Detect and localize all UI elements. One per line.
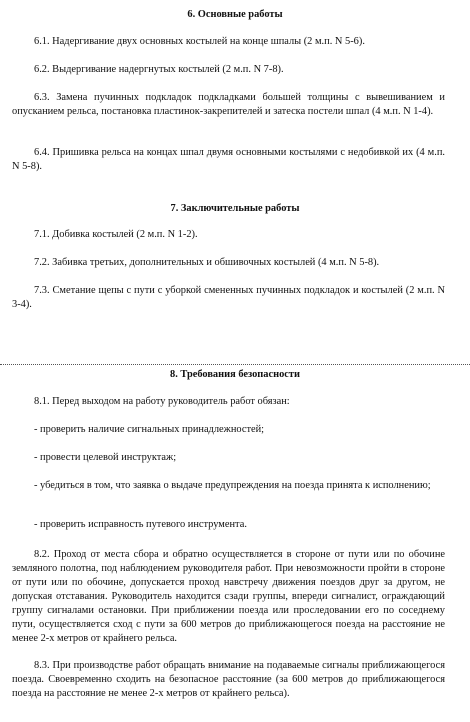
paragraph-8-2: 8.2. Проход от места сбора и обратно осуществляется в стороне от пути или по обочине земляного полотна, под наблюдением руководителя работ. При невозможности пройти в стороне от пути или по обочине, допускается проход навстречу движения поездов друг за другом, не допуская отставания. Руководитель находится сзади группы, впереди сигналист, ограждающий группу сигналами остановки. При приближении поезда или проследовании его по соседнему пути, осуществляется сход с пути за 600 метров до приближающегося поезда на расстояние не менее 2-х метров от крайнего рельса. [12,549,445,644]
paragraph-8-1: 8.1. Перед выходом на работу руководитель работ обязан: [34,396,290,407]
bullet-check-tools: - проверить исправность путевого инструмента. [34,519,247,530]
bullet-check-signals: - проверить наличие сигнальных принадлежностей; [34,424,265,435]
page-divider [0,364,470,365]
paragraph-7-2: 7.2. Забивка третьих, дополнительных и обшивочных костылей (4 м.п. N 5-8). [34,257,380,268]
paragraph-8-3: 8.3. При производстве работ обращать внимание на подаваемые сигналы приближающегося поезда. Своевременно сходить на безопасное расстояние (за 600 метров до приближающегося поезда на расстояние не менее 2-х метров от крайнего рельса). [12,660,445,699]
paragraph-7-3: 7.3. Сметание щепы с пути с уборкой смененных пучинных подкладок и костылей (2 м.п. N 3-4). [12,285,445,310]
paragraph-7-1: 7.1. Добивка костылей (2 м.п. N 1-2). [34,229,198,240]
section-7-title: 7. Заключительные работы [170,203,300,214]
bullet-warning-request: - убедиться в том, что заявка о выдаче предупреждения на поезда принята к исполнению; [34,480,431,491]
bullet-briefing: - провести целевой инструктаж; [34,452,177,463]
paragraph-6-4: 6.4. Пришивка рельса на концах шпал двумя основными костылями с недобивкой их (4 м.п. N 5-8). [12,147,445,172]
section-8-title: 8. Требования безопасности [170,369,300,380]
section-6-title: 6. Основные работы [187,9,283,20]
paragraph-6-1: 6.1. Надергивание двух основных костылей на конце шпалы (2 м.п. N 5-6). [34,36,365,47]
paragraph-6-2: 6.2. Выдергивание надергнутых костылей (2 м.п. N 7-8). [34,64,284,75]
paragraph-6-3: 6.3. Замена пучинных подкладок подкладками большей толщины с вывешиванием и опусканием рельса, постановка пластинок-закрепителей и затеска постели шпал (4 м.п. N 1-4). [12,92,445,117]
